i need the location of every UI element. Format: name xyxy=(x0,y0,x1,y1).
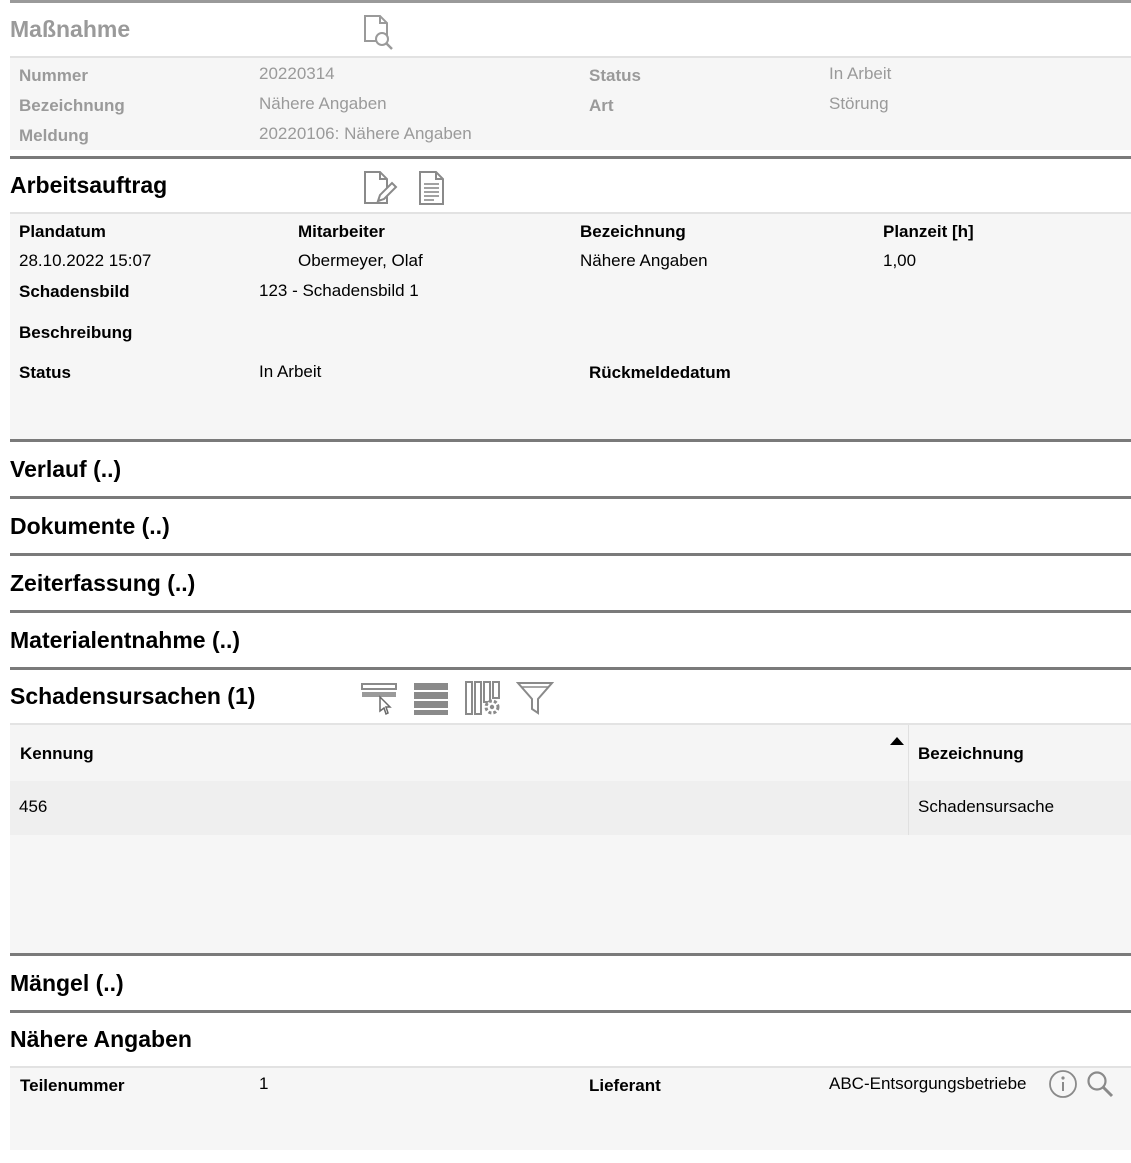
beschreibung-label: Beschreibung xyxy=(19,323,133,342)
naehere-angaben-section xyxy=(10,1010,1131,1150)
massnahme-section xyxy=(10,0,1131,150)
schadensursachen-header xyxy=(10,667,1131,723)
document-edit-icon[interactable] xyxy=(360,169,398,207)
schadensbild-label: Schadensbild xyxy=(19,282,130,301)
arbeitsauftrag-panel xyxy=(10,212,1131,439)
lieferant-label: Lieferant xyxy=(589,1076,661,1095)
arbeitsauftrag-header xyxy=(10,156,1131,212)
plandatum-value: 28.10.2022 15:07 xyxy=(19,251,152,270)
status-value: In Arbeit xyxy=(829,64,892,83)
lieferant-value: ABC-Entsorgungsbetriebe xyxy=(829,1074,1027,1093)
grid-header-row xyxy=(10,723,1131,783)
column-settings-icon[interactable] xyxy=(464,679,502,717)
teilenummer-value: 1 xyxy=(259,1074,269,1093)
arbeitsauftrag-title: Arbeitsauftrag xyxy=(10,172,168,198)
verlauf-title[interactable]: Verlauf (..) xyxy=(10,455,122,482)
aa-bezeichnung-label: Bezeichnung xyxy=(580,222,686,241)
schadensbild-value: 123 - Schadensbild 1 xyxy=(259,281,419,300)
naehere-angaben-panel xyxy=(10,1066,1131,1150)
cell-kennung: 456 xyxy=(19,797,48,816)
dokumente-title[interactable]: Dokumente (..) xyxy=(10,512,170,539)
dokumente-section[interactable] xyxy=(10,496,1131,553)
plandatum-label: Plandatum xyxy=(19,222,106,241)
massnahme-panel xyxy=(10,56,1131,150)
document-search-icon[interactable] xyxy=(360,13,398,51)
column-separator xyxy=(908,725,909,781)
maengel-section[interactable] xyxy=(10,953,1131,1010)
schadensursachen-grid xyxy=(10,723,1131,953)
meldung-value: 20220106: Nähere Angaben xyxy=(259,124,472,143)
meldung-label: Meldung xyxy=(19,126,89,145)
massnahme-header xyxy=(10,0,1131,56)
filter-icon[interactable] xyxy=(516,679,554,717)
teilenummer-label: Teilenummer xyxy=(20,1076,125,1095)
aa-status-value: In Arbeit xyxy=(259,362,322,381)
document-icon[interactable] xyxy=(412,169,450,207)
art-label: Art xyxy=(589,96,614,115)
aa-bezeichnung-value: Nähere Angaben xyxy=(580,251,708,270)
massnahme-title: Maßnahme xyxy=(10,16,131,42)
nummer-value: 20220314 xyxy=(259,64,335,83)
aa-status-label: Status xyxy=(19,363,71,382)
planzeit-value: 1,00 xyxy=(883,251,917,270)
bezeichnung-label: Bezeichnung xyxy=(19,96,125,115)
arbeitsauftrag-section xyxy=(10,156,1131,439)
info-icon[interactable] xyxy=(1048,1069,1078,1099)
column-header-kennung[interactable]: Kennung xyxy=(20,744,94,763)
mitarbeiter-value: Obermeyer, Olaf xyxy=(298,251,423,270)
verlauf-section[interactable] xyxy=(10,439,1131,496)
list-view-icon[interactable] xyxy=(412,679,450,717)
planzeit-label: Planzeit [h] xyxy=(883,222,974,241)
rueckmeldedatum-label: Rückmeldedatum xyxy=(589,363,731,382)
search-icon[interactable] xyxy=(1085,1069,1115,1099)
maengel-title[interactable]: Mängel (..) xyxy=(10,969,124,996)
table-row[interactable] xyxy=(10,781,1131,835)
naehere-angaben-header xyxy=(10,1010,1131,1066)
materialentnahme-section[interactable] xyxy=(10,610,1131,667)
mitarbeiter-label: Mitarbeiter xyxy=(298,222,385,241)
column-separator xyxy=(908,781,909,835)
select-row-icon[interactable] xyxy=(360,679,398,717)
materialentnahme-title[interactable]: Materialentnahme (..) xyxy=(10,626,241,653)
schadensursachen-title: Schadensursachen (1) xyxy=(10,683,256,709)
zeiterfassung-title[interactable]: Zeiterfassung (..) xyxy=(10,569,196,596)
sort-ascending-icon[interactable] xyxy=(890,737,904,745)
status-label: Status xyxy=(589,66,641,85)
schadensursachen-section xyxy=(10,667,1131,953)
zeiterfassung-section[interactable] xyxy=(10,553,1131,610)
cell-bezeichnung: Schadensursache xyxy=(918,797,1055,816)
bezeichnung-value: Nähere Angaben xyxy=(259,94,387,113)
column-header-bezeichnung[interactable]: Bezeichnung xyxy=(918,744,1024,763)
nummer-label: Nummer xyxy=(19,66,88,85)
naehere-angaben-title: Nähere Angaben xyxy=(10,1026,192,1052)
art-value: Störung xyxy=(829,94,889,113)
